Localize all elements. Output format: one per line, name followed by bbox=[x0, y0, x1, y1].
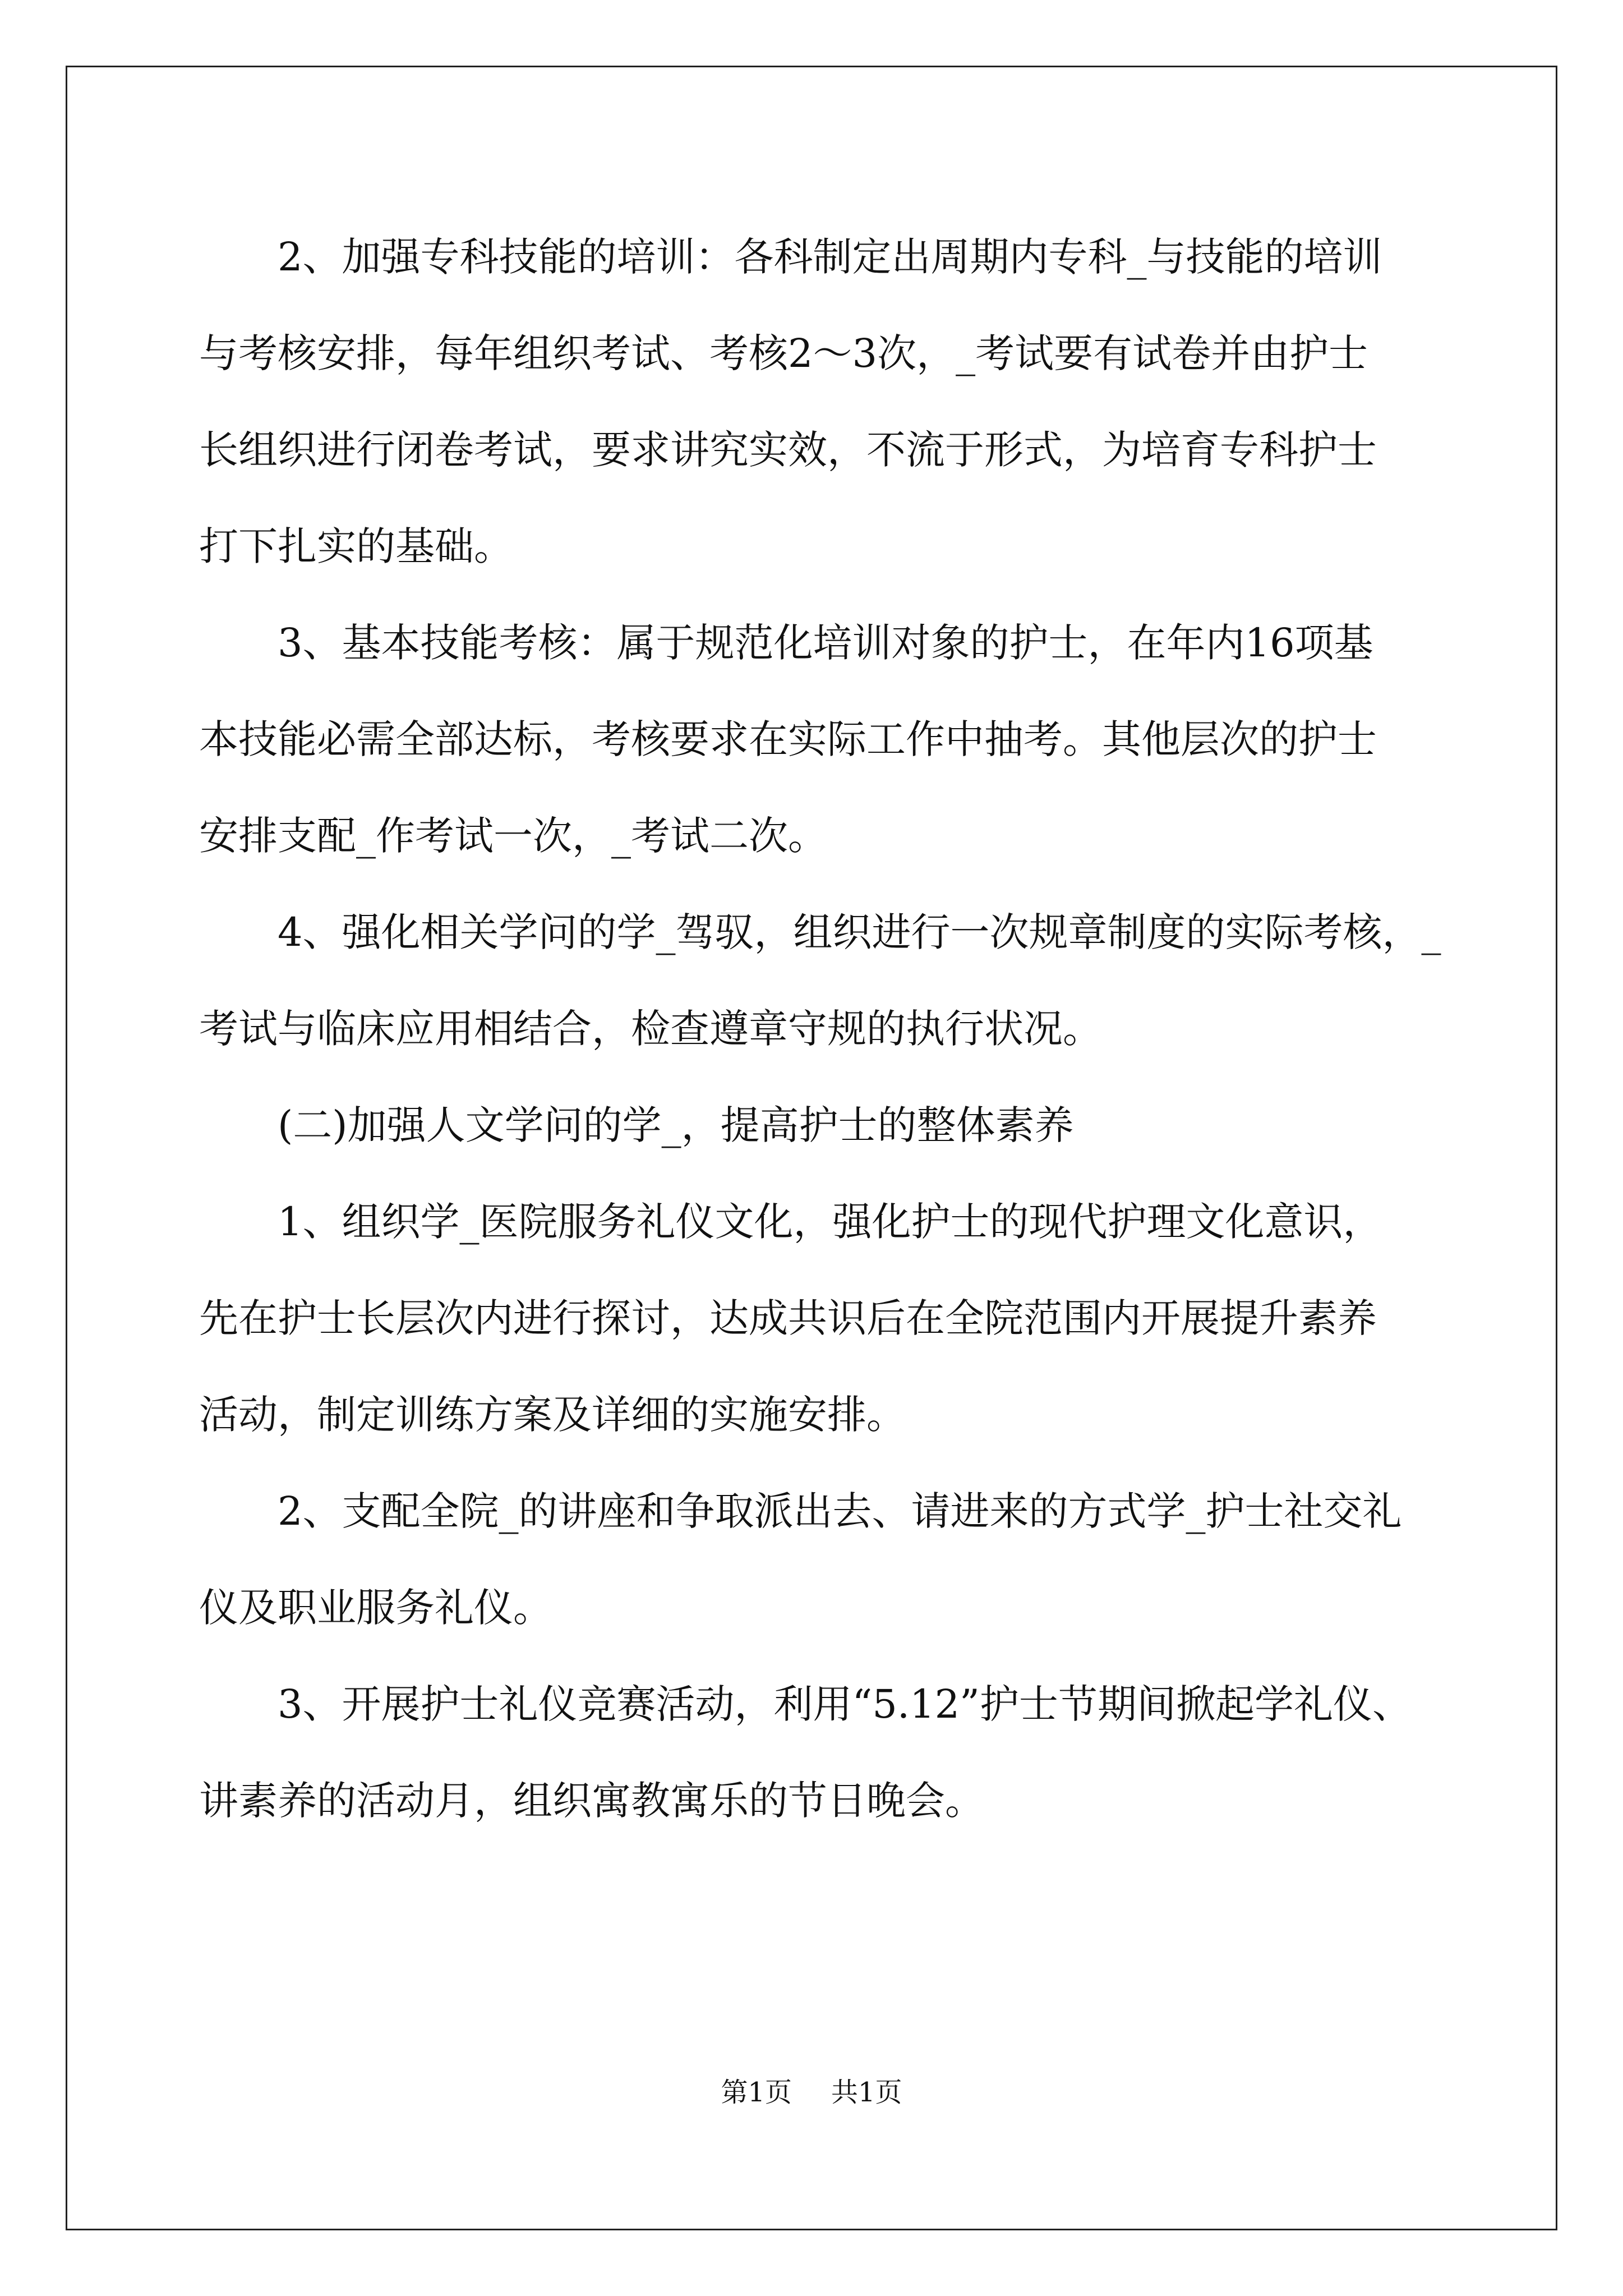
paragraph-line: 4、强化相关学问的学_驾驭，组织进行一次规章制度的实际考核，_ bbox=[278, 909, 1441, 955]
paragraph-line: 1、组织学_医院服务礼仪文化，强化护士的现代护理文化意识， bbox=[278, 1199, 1382, 1245]
page-number-current: 第1页 bbox=[721, 2077, 792, 2108]
paragraph-line: 考试与临床应用相结合，检查遵章守规的执行状况。 bbox=[199, 1006, 1102, 1052]
paragraph-line: 3、开展护士礼仪竞赛活动，利用“5.12”护士节期间掀起学礼仪、 bbox=[278, 1681, 1412, 1727]
paragraph-line: 安排支配_作考试一次，_考试二次。 bbox=[199, 813, 827, 859]
paragraph-line: 仪及职业服务礼仪。 bbox=[199, 1585, 552, 1631]
paragraph-line: 长组织进行闭卷考试，要求讲究实效，不流于形式，为培育专科护士 bbox=[199, 427, 1377, 473]
paragraph-line: 活动，制定训练方案及详细的实施安排。 bbox=[199, 1392, 906, 1438]
paragraph-line: 2、支配全院_的讲座和争取派出去、请进来的方式学_护士社交礼 bbox=[278, 1488, 1402, 1534]
paragraph-line: 打下扎实的基础。 bbox=[199, 523, 513, 569]
paragraph-line: 本技能必需全部达标，考核要求在实际工作中抽考。其他层次的护士 bbox=[199, 716, 1377, 762]
paragraph-line: 与考核安排，每年组织考试、考核2～3次，_考试要有试卷并由护士 bbox=[199, 330, 1368, 376]
page-footer bbox=[0, 2076, 1623, 2109]
document-body bbox=[199, 209, 1441, 1849]
paragraph-line: 讲素养的活动月，组织寓教寓乐的节日晚会。 bbox=[199, 1778, 984, 1824]
paragraph-line: 3、基本技能考核：属于规范化培训对象的护士，在年内16项基 bbox=[278, 620, 1373, 666]
paragraph-line: 先在护士长层次内进行探讨，达成共识后在全院范围内开展提升素养 bbox=[199, 1295, 1377, 1341]
paragraph-line: 2、加强专科技能的培训：各科制定出周期内专科_与技能的培训 bbox=[278, 234, 1382, 280]
page-number-total: 共1页 bbox=[831, 2077, 902, 2108]
section-heading: (二)加强人文学问的学_，提高护士的整体素养 bbox=[278, 1102, 1074, 1148]
